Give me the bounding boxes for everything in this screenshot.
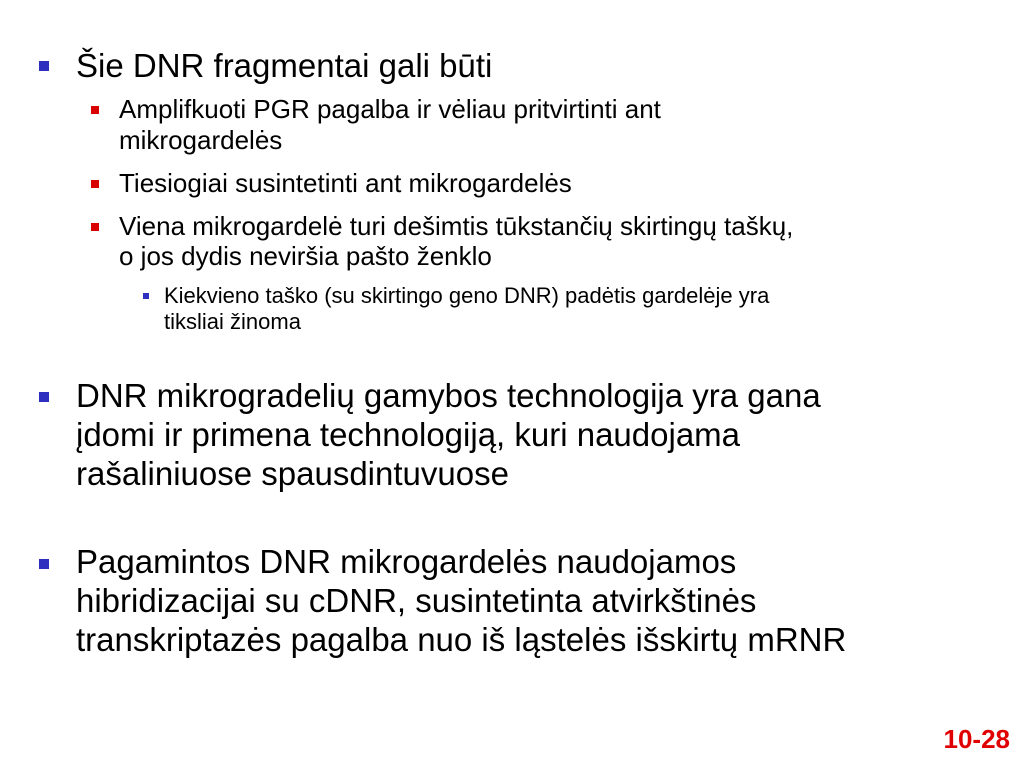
bullet-5-line-2: tiksliai žinoma: [164, 309, 301, 334]
bullet-4-line-2: o jos dydis neviršia pašto ženklo: [119, 241, 492, 271]
bullet-marker-level2: [91, 223, 99, 231]
page-number: 10-28: [943, 724, 1010, 754]
bullet-2-line-2: mikrogardelės: [119, 125, 283, 155]
bullet-marker-level2: [91, 106, 99, 114]
bullet-marker-level1: [39, 559, 49, 569]
bullet-5-line-1: Kiekvieno taško (su skirtingo geno DNR) padėtis gardelėje yra: [164, 283, 770, 308]
bullet-6-line-3: rašaliniuose spausdintuvuose: [76, 455, 509, 492]
bullet-2-line-1: Amplifkuoti PGR pagalba ir vėliau pritvirtinti ant: [119, 94, 661, 124]
bullet-3-line-1: Tiesiogiai susintetinti ant mikrogardelės: [119, 168, 572, 198]
bullet-marker-level1: [39, 392, 49, 402]
bullet-7-line-3: transkriptazės pagalba nuo iš ląstelės išskirtų mRNR: [76, 621, 847, 658]
bullet-4-line-1: Viena mikrogardelė turi dešimtis tūkstančių skirtingų taškų,: [119, 211, 794, 241]
bullet-7-line-2: hibridizacijai su cDNR, susintetinta atvirkštinės: [76, 582, 757, 619]
bullet-marker-level2: [91, 180, 99, 188]
bullet-6-line-1: DNR mikrogradelių gamybos technologija yra gana: [76, 377, 821, 414]
bullet-6-line-2: įdomi ir primena technologiją, kuri naudojama: [76, 416, 741, 453]
bullet-marker-level3: [143, 293, 149, 299]
bullet-7-line-1: Pagamintos DNR mikrogardelės naudojamos: [76, 543, 737, 580]
bullet-marker-level1: [39, 61, 49, 71]
bullet-1-line-1: Šie DNR fragmentai gali būti: [76, 47, 493, 84]
